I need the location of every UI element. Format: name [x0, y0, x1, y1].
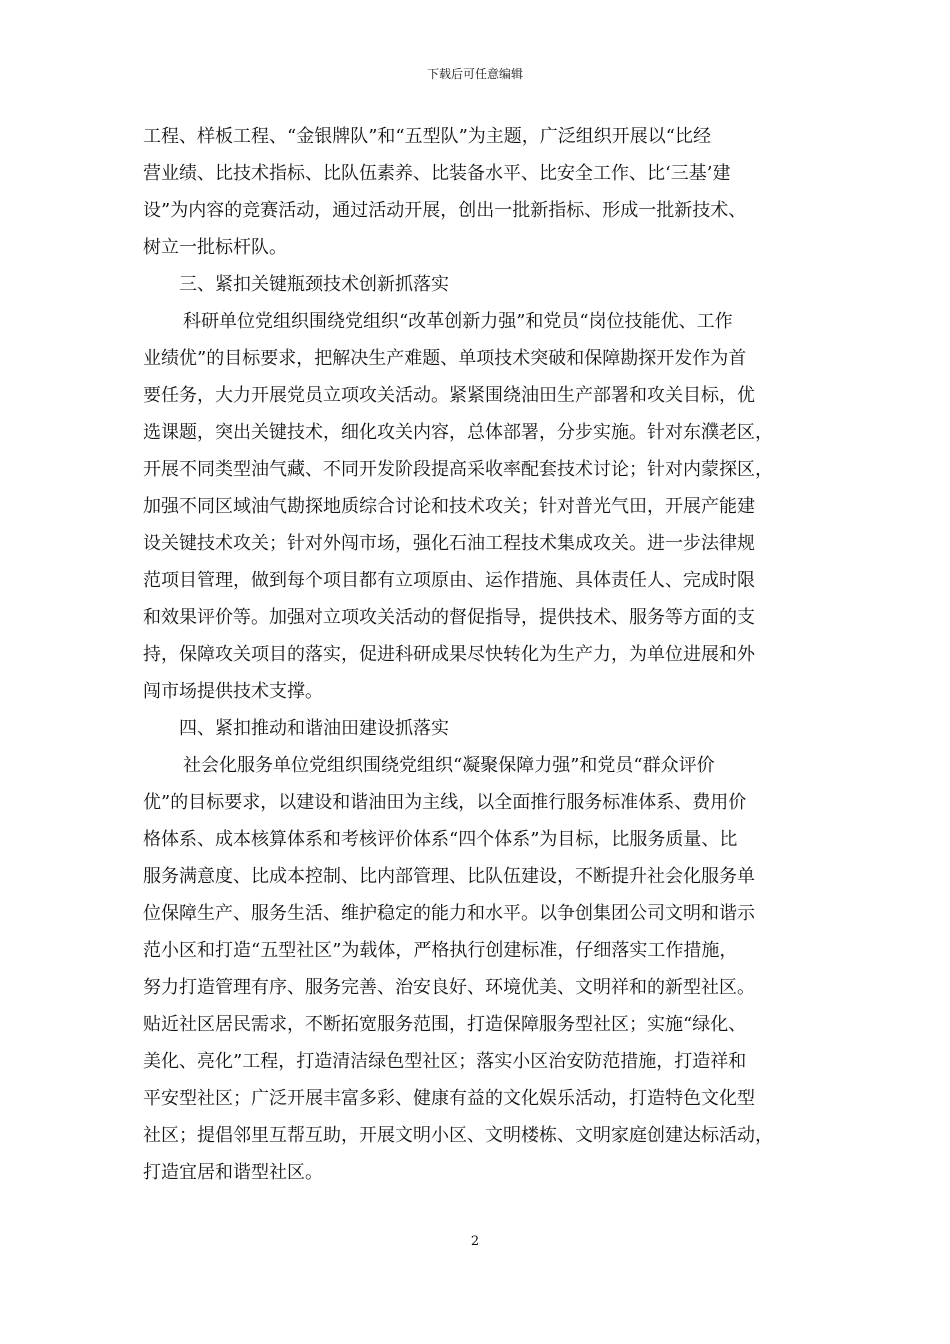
text-line: 设”为内容的竞赛活动，通过活动开展，创出一批新指标、形成一批新技术、 [143, 200, 747, 221]
text-line: 科研单位党组织围绕党组织“改革创新力强”和党员“岗位技能优、工作 [183, 311, 733, 332]
text-line: 工程、样板工程、“金银牌队”和“五型队”为主题，广泛组织开展以“比经 [143, 126, 712, 147]
text-line: 贴近社区居民需求，不断拓宽服务范围，打造保障服务型社区；实施“绿化、 [143, 1014, 747, 1035]
text-line: 美化、亮化”工程，打造清洁绿色型社区；落实小区治安防范措施，打造祥和 [143, 1051, 747, 1072]
text-line: 设关键技术攻关；针对外闯市场，强化石油工程技术集成攻关。进一步法律规 [143, 533, 755, 554]
text-line: 服务满意度、比成本控制、比内部管理、比队伍建设，不断提升社会化服务单 [143, 866, 755, 887]
text-line: 打造宜居和谐型社区。 [143, 1162, 323, 1183]
page-header: 下载后可任意编辑 [426, 67, 523, 81]
section-heading: 三、紧扣关键瓶颈技术创新抓落实 [179, 274, 449, 295]
text-line: 和效果评价等。加强对立项攻关活动的督促指导，提供技术、服务等方面的支 [143, 607, 755, 628]
text-line: 格体系、成本核算体系和考核评价体系“四个体系”为目标，比服务质量、比 [143, 829, 738, 850]
section-heading: 四、紧扣推动和谐油田建设抓落实 [179, 718, 449, 739]
document-body [143, 118, 823, 1191]
text-line: 选课题，突出关键技术，细化攻关内容，总体部署，分步实施。针对东濮老区， [143, 422, 773, 443]
text-line: 业绩优”的目标要求，把解决生产难题、单项技术突破和保障勘探开发作为首 [143, 348, 747, 369]
text-line: 开展不同类型油气藏、不同开发阶段提高采收率配套技术讨论；针对内蒙探区， [143, 459, 773, 480]
text-line: 优”的目标要求，以建设和谐油田为主线，以全面推行服务标准体系、费用价 [143, 792, 747, 813]
text-line: 营业绩、比技术指标、比队伍素养、比装备水平、比安全工作、比‘三基’建 [143, 163, 731, 184]
text-line: 社区；提倡邻里互帮互助，开展文明小区、文明楼栋、文明家庭创建达标活动， [143, 1125, 773, 1146]
text-line: 范小区和打造“五型社区”为载体，严格执行创建标准，仔细落实工作措施， [143, 940, 738, 961]
text-line: 持，保障攻关项目的落实，促进科研成果尽快转化为生产力，为单位进展和外 [143, 644, 755, 665]
page-number: 2 [470, 1234, 480, 1249]
text-line: 努力打造管理有序、服务完善、治安良好、环境优美、文明祥和的新型社区。 [143, 977, 755, 998]
text-line: 位保障生产、服务生活、维护稳定的能力和水平。以争创集团公司文明和谐示 [143, 903, 755, 924]
text-line: 社会化服务单位党组织围绕党组织“凝聚保障力强”和党员“群众评价 [183, 755, 715, 776]
text-line: 闯市场提供技术支撑。 [143, 681, 323, 702]
text-line: 平安型社区；广泛开展丰富多彩、健康有益的文化娱乐活动，打造特色文化型 [143, 1088, 755, 1109]
text-line: 加强不同区域油气勘探地质综合讨论和技术攻关；针对普光气田，开展产能建 [143, 496, 755, 517]
text-line: 要任务，大力开展党员立项攻关活动。紧紧围绕油田生产部署和攻关目标，优 [143, 385, 755, 406]
text-line: 树立一批标杆队。 [143, 237, 287, 258]
text-line: 范项目管理，做到每个项目都有立项原由、运作措施、具体责任人、完成时限 [143, 570, 755, 591]
